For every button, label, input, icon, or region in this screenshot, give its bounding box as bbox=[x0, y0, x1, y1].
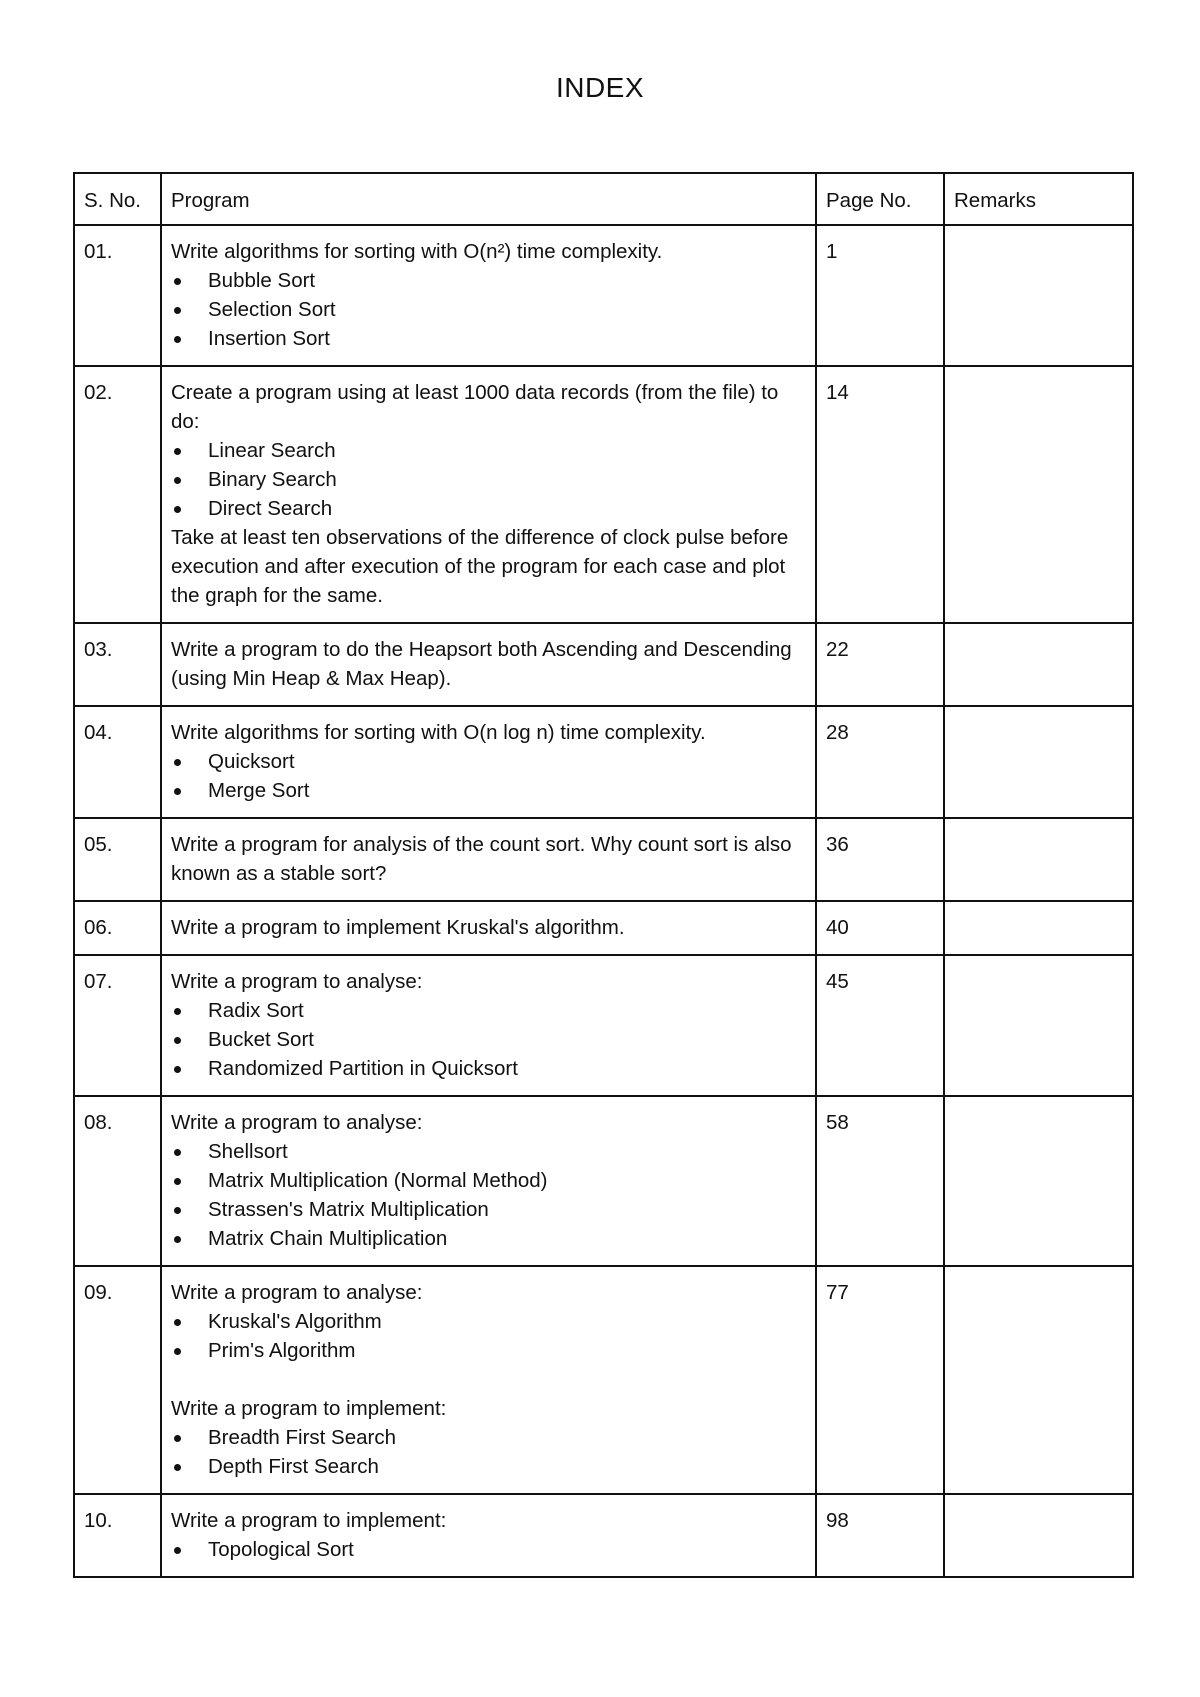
page-number-cell: 28 bbox=[816, 706, 944, 818]
header-sno: S. No. bbox=[74, 173, 161, 225]
serial-number-cell: 07. bbox=[74, 955, 161, 1096]
program-item-list bbox=[171, 1137, 806, 1253]
list-item: Matrix Multiplication (Normal Method) bbox=[171, 1166, 806, 1195]
serial-number-cell: 05. bbox=[74, 818, 161, 901]
page-number-cell: 14 bbox=[816, 366, 944, 623]
remarks-cell bbox=[944, 706, 1133, 818]
table-row bbox=[74, 955, 1133, 1096]
table-row bbox=[74, 1494, 1133, 1577]
page-number-cell: 58 bbox=[816, 1096, 944, 1266]
page-number-cell: 22 bbox=[816, 623, 944, 706]
program-cell bbox=[161, 225, 816, 366]
remarks-cell bbox=[944, 366, 1133, 623]
list-item: Depth First Search bbox=[171, 1452, 806, 1481]
program-item-list bbox=[171, 1423, 806, 1481]
program-item-list bbox=[171, 1307, 806, 1365]
serial-number-cell: 01. bbox=[74, 225, 161, 366]
index-body bbox=[74, 225, 1133, 1577]
table-row bbox=[74, 706, 1133, 818]
list-item: Breadth First Search bbox=[171, 1423, 806, 1452]
remarks-cell bbox=[944, 818, 1133, 901]
list-item: Selection Sort bbox=[171, 295, 806, 324]
index-table bbox=[73, 172, 1134, 1578]
program-cell bbox=[161, 1494, 816, 1577]
table-row bbox=[74, 901, 1133, 955]
program-description: Write a program to implement: bbox=[171, 1397, 447, 1420]
header-program: Program bbox=[161, 173, 816, 225]
program-item-list bbox=[171, 266, 806, 353]
remarks-cell bbox=[944, 955, 1133, 1096]
table-row bbox=[74, 225, 1133, 366]
program-description: Write a program to analyse: bbox=[171, 970, 423, 993]
serial-number-cell: 06. bbox=[74, 901, 161, 955]
page-number-cell: 40 bbox=[816, 901, 944, 955]
header-row bbox=[74, 173, 1133, 225]
serial-number-cell: 04. bbox=[74, 706, 161, 818]
program-cell bbox=[161, 706, 816, 818]
list-item: Quicksort bbox=[171, 747, 806, 776]
program-cell bbox=[161, 901, 816, 955]
program-item-list bbox=[171, 1535, 806, 1564]
page-title: INDEX bbox=[555, 72, 645, 103]
serial-number-cell: 03. bbox=[74, 623, 161, 706]
program-description: Write a program to analyse: bbox=[171, 1281, 423, 1304]
page-number-cell: 98 bbox=[816, 1494, 944, 1577]
serial-number-cell: 10. bbox=[74, 1494, 161, 1577]
list-item: Prim's Algorithm bbox=[171, 1336, 806, 1365]
program-description: Write a program to implement Kruskal's algorithm. bbox=[171, 916, 625, 939]
list-item: Merge Sort bbox=[171, 776, 806, 805]
program-description: Write a program to implement: bbox=[171, 1509, 447, 1532]
program-cell bbox=[161, 955, 816, 1096]
remarks-cell bbox=[944, 1494, 1133, 1577]
remarks-cell bbox=[944, 225, 1133, 366]
list-item: Insertion Sort bbox=[171, 324, 806, 353]
program-item-list bbox=[171, 436, 806, 523]
program-description: Write algorithms for sorting with O(n log n) time complexity. bbox=[171, 721, 706, 744]
list-item: Binary Search bbox=[171, 465, 806, 494]
list-item: Linear Search bbox=[171, 436, 806, 465]
program-item-list bbox=[171, 747, 806, 805]
list-item: Randomized Partition in Quicksort bbox=[171, 1054, 806, 1083]
program-cell bbox=[161, 366, 816, 623]
program-description: Create a program using at least 1000 data records (from the file) to do: bbox=[171, 381, 779, 433]
list-item: Bucket Sort bbox=[171, 1025, 806, 1054]
program-description: Write a program for analysis of the count sort. Why count sort is also known as a stable sort? bbox=[171, 833, 792, 885]
table-row bbox=[74, 623, 1133, 706]
list-item: Topological Sort bbox=[171, 1535, 806, 1564]
header-remarks: Remarks bbox=[944, 173, 1133, 225]
program-description: Take at least ten observations of the difference of clock pulse before execution and after execution of the program for each case and plot the graph for the same. bbox=[171, 526, 789, 607]
page-number-cell: 45 bbox=[816, 955, 944, 1096]
table-row bbox=[74, 818, 1133, 901]
program-cell bbox=[161, 818, 816, 901]
paragraph-spacer bbox=[171, 1365, 806, 1394]
list-item: Matrix Chain Multiplication bbox=[171, 1224, 806, 1253]
program-cell bbox=[161, 1096, 816, 1266]
remarks-cell bbox=[944, 1096, 1133, 1266]
table-row bbox=[74, 1266, 1133, 1494]
page-number-cell: 1 bbox=[816, 225, 944, 366]
program-description: Write a program to do the Heapsort both Ascending and Descending (using Min Heap & Max Heap). bbox=[171, 638, 792, 690]
program-cell bbox=[161, 623, 816, 706]
page-number-cell: 77 bbox=[816, 1266, 944, 1494]
program-description: Write algorithms for sorting with O(n²) time complexity. bbox=[171, 240, 663, 263]
table-row bbox=[74, 366, 1133, 623]
list-item: Radix Sort bbox=[171, 996, 806, 1025]
list-item: Kruskal's Algorithm bbox=[171, 1307, 806, 1336]
remarks-cell bbox=[944, 623, 1133, 706]
remarks-cell bbox=[944, 1266, 1133, 1494]
program-description: Write a program to analyse: bbox=[171, 1111, 423, 1134]
table-row bbox=[74, 1096, 1133, 1266]
serial-number-cell: 09. bbox=[74, 1266, 161, 1494]
serial-number-cell: 02. bbox=[74, 366, 161, 623]
program-cell bbox=[161, 1266, 816, 1494]
serial-number-cell: 08. bbox=[74, 1096, 161, 1266]
list-item: Direct Search bbox=[171, 494, 806, 523]
remarks-cell bbox=[944, 901, 1133, 955]
program-item-list bbox=[171, 996, 806, 1083]
list-item: Strassen's Matrix Multiplication bbox=[171, 1195, 806, 1224]
header-page-no: Page No. bbox=[816, 173, 944, 225]
list-item: Shellsort bbox=[171, 1137, 806, 1166]
page-number-cell: 36 bbox=[816, 818, 944, 901]
list-item: Bubble Sort bbox=[171, 266, 806, 295]
